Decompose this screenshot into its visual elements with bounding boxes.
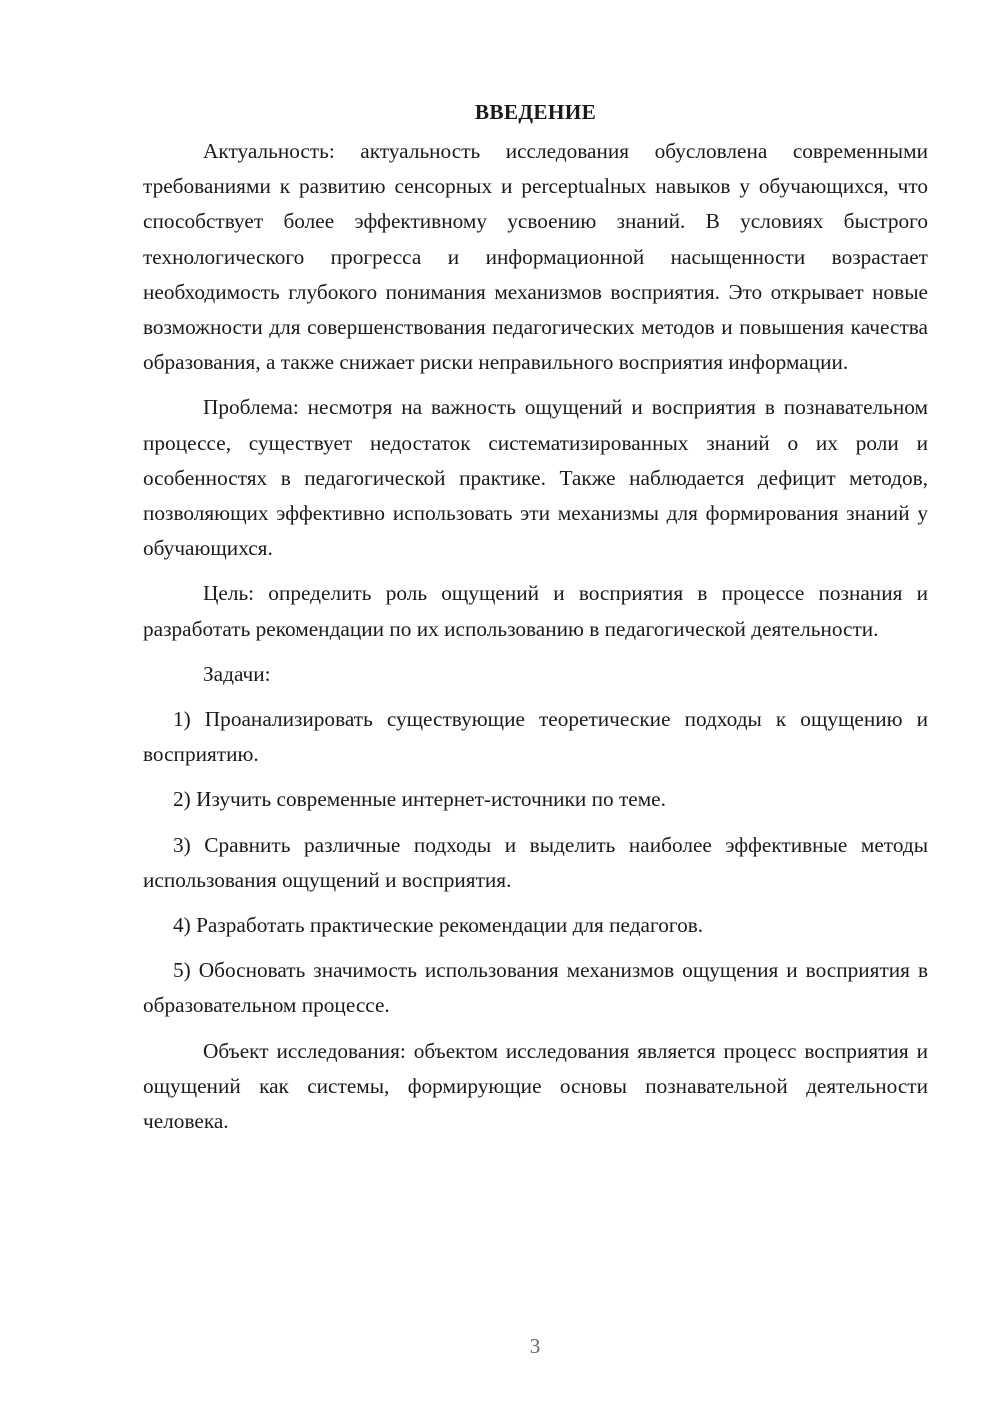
task-item-5: 5) Обосновать значимость использования механизмов ощущения и восприятия в образовательном процессе. [143, 958, 928, 1018]
task-item-2: 2) Изучить современные интернет-источники по теме. [173, 787, 666, 812]
tasks-label: Задачи: [203, 661, 271, 686]
problem-paragraph: Проблема: несмотря на важность ощущений и восприятия в познавательном процессе, существует недостаток систематизированных знаний о их роли и особенностях в педагогической практике. Также наблюдается дефицит методов, позволяющих эффективно использовать эти механизмы для формирования знаний у обучающихся. [143, 395, 928, 561]
goal-paragraph: Цель: определить роль ощущений и восприятия в процессе познания и разработать рекомендации по их использованию в педагогической деятельности. [143, 581, 928, 641]
document-page [143, 96, 928, 1149]
section-heading: ВВЕДЕНИЕ [474, 100, 597, 124]
page-number: 3 [529, 1334, 541, 1358]
task-item-3: 3) Сравнить различные подходы и выделить наиболее эффективные методы использования ощущений и восприятия. [143, 832, 928, 892]
task-item-1: 1) Проанализировать существующие теоретические подходы к ощущению и восприятию. [143, 707, 928, 767]
task-item-4: 4) Разработать практические рекомендации для педагогов. [173, 913, 704, 938]
object-paragraph: Объект исследования: объектом исследования является процесс восприятия и ощущений как системы, формирующие основы познавательной деятельности человека. [143, 1038, 928, 1134]
relevance-paragraph: Актуальность: актуальность исследования обусловлена современными требованиями к развитию сенсорных и perceptualных навыков у обучающихся, что способствует более эффективному усвоению знаний. В условиях быстрого технологического прогресса и информационной насыщенности возрастает необходимость глубокого понимания механизмов восприятия. Это открывает новые возможности для совершенствования педагогических методов и повышения качества образования, а также снижает риски неправильного восприятия информации. [143, 139, 928, 375]
